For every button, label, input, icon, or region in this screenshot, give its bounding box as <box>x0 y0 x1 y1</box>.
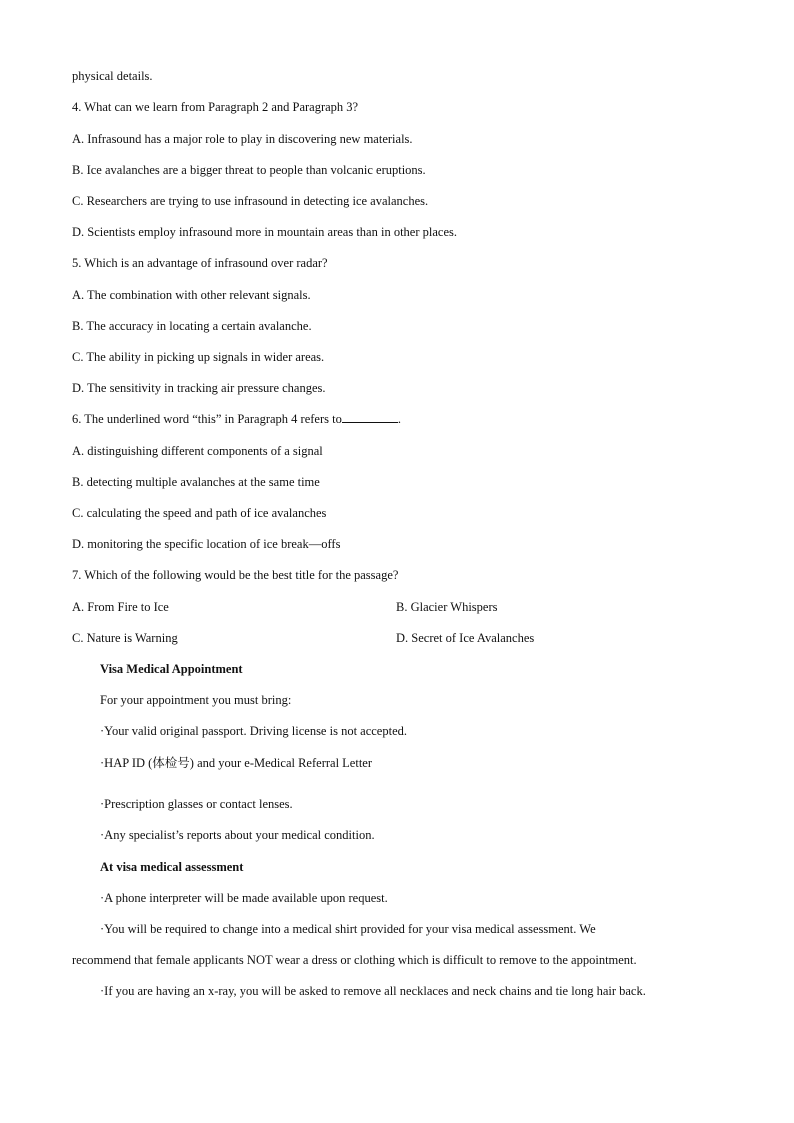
bring-item-reports: ·Any specialist’s reports about your medical condition. <box>100 828 375 842</box>
bring-item-glasses: ·Prescription glasses or contact lenses. <box>100 797 293 811</box>
assessment-item-shirt-continued: recommend that female applicants NOT wear a dress or clothing which is difficult to remove to the appointment. <box>72 953 637 967</box>
question-5-stem: 5. Which is an advantage of infrasound over radar? <box>72 256 328 270</box>
question-5-option-b: B. The accuracy in locating a certain avalanche. <box>72 319 312 333</box>
question-7-option-c: C. Nature is Warning <box>72 631 178 645</box>
question-7-option-d: D. Secret of Ice Avalanches <box>396 631 535 645</box>
assessment-item-shirt: ·You will be required to change into a medical shirt provided for your visa medical assessment. We <box>100 922 596 936</box>
question-6-stem-end: . <box>397 412 401 426</box>
assessment-item-interpreter: ·A phone interpreter will be made available upon request. <box>100 891 388 905</box>
question-5-option-a: A. The combination with other relevant signals. <box>72 288 311 302</box>
question-6-option-d: D. monitoring the specific location of ice break—offs <box>72 537 341 551</box>
question-4-option-b: B. Ice avalanches are a bigger threat to people than volcanic eruptions. <box>72 163 426 177</box>
question-5-option-d: D. The sensitivity in tracking air pressure changes. <box>72 381 326 395</box>
assessment-item-xray: ·If you are having an x-ray, you will be asked to remove all necklaces and neck chains and tie long hair back. <box>100 984 646 998</box>
question-6-option-c: C. calculating the speed and path of ice avalanches <box>72 506 327 520</box>
answer-blank <box>342 411 398 423</box>
question-4-option-a: A. Infrasound has a major role to play in discovering new materials. <box>72 132 413 146</box>
question-7-option-b: B. Glacier Whispers <box>396 600 498 614</box>
question-6-option-a: A. distinguishing different components of a signal <box>72 444 323 458</box>
question-6-stem <box>72 411 401 427</box>
notice-intro: For your appointment you must bring: <box>100 693 292 707</box>
question-4-option-c: C. Researchers are trying to use infrasound in detecting ice avalanches. <box>72 194 429 208</box>
assessment-section-title: At visa medical assessment <box>100 860 244 874</box>
paragraph-fragment: physical details. <box>72 69 153 83</box>
question-6-stem-text: 6. The underlined word “this” in Paragraph 4 refers to <box>72 412 342 426</box>
notice-title: Visa Medical Appointment <box>100 662 243 676</box>
bring-item-passport: ·Your valid original passport. Driving license is not accepted. <box>100 724 408 738</box>
bring-item-hap-id: ·HAP ID (体检号) and your e-Medical Referral Letter <box>100 756 373 770</box>
question-4-option-d: D. Scientists employ infrasound more in mountain areas than in other places. <box>72 225 457 239</box>
question-7-stem: 7. Which of the following would be the best title for the passage? <box>72 568 399 582</box>
question-6-option-b: B. detecting multiple avalanches at the same time <box>72 475 320 489</box>
question-4-stem: 4. What can we learn from Paragraph 2 and Paragraph 3? <box>72 100 359 114</box>
question-7-option-a: A. From Fire to Ice <box>72 600 169 614</box>
question-5-option-c: C. The ability in picking up signals in wider areas. <box>72 350 325 364</box>
